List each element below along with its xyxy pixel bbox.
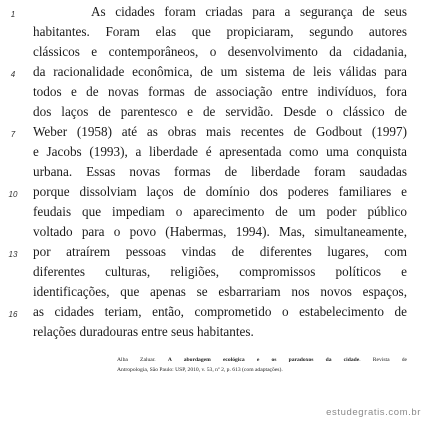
text-line: Weber (1958) até as obras mais recentes de Godbout (1997)	[33, 124, 407, 139]
reference-author: Alba Zaluar.	[117, 357, 156, 363]
line-number-13: 13	[8, 250, 18, 259]
reference-citation	[117, 355, 407, 365]
line-number-10: 10	[8, 190, 18, 199]
text-line: porque dissolviam laços de domínio dos poderes familiares e	[33, 184, 407, 199]
text-line: voltado para o povo (Habermas, 1994). Mas, simultaneamente,	[33, 224, 407, 239]
text-line: As cidades foram criadas para a segurança de seus	[91, 4, 407, 19]
line-number-1: 1	[10, 10, 16, 19]
text-line: clássicos e contemporâneos, o desenvolvimento da cidadania,	[33, 44, 407, 59]
text-line: dos laços de parentesco e de servidão. Desde o clássico de	[33, 104, 407, 119]
reference-title: A abordagem ecológica e os paradoxos da cidade	[167, 357, 360, 363]
text-line: e Jacobs (1993), a liberdade é apresentada como uma conquista	[33, 144, 407, 159]
reference-source: . Revista de	[359, 357, 407, 363]
text-line: relações duradouras entre seus habitantes.	[33, 324, 254, 339]
text-line: urbana. Essas novas formas de liberdade foram saudadas	[33, 164, 407, 179]
line-number-7: 7	[10, 130, 16, 139]
line-number-4: 4	[10, 70, 16, 79]
text-line: diferentes culturas, religiões, compromissos políticos e	[33, 264, 407, 279]
text-line: as cidades teriam, então, comprometido o estabelecimento de	[33, 304, 407, 319]
text-line: por atraírem pessoas vindas de diferentes lugares, com	[33, 244, 407, 259]
text-line: feudais que impediam o aparecimento de um poder público	[33, 204, 407, 219]
text-line: da racionalidade econômica, de um sistema de leis válidas para	[33, 64, 407, 79]
text-line: identificações, que apenas se esbarrariam nos novos espaços,	[33, 284, 407, 299]
text-line: habitantes. Foram elas que propiciaram, segundo autores	[33, 24, 407, 39]
reference-details: Antropologia, São Paulo: USP, 2010, v. 53, nº 2, p. 613 (com adaptações).	[117, 367, 283, 373]
text-line: todos e de novas formas de associação entre indivíduos, fora	[33, 84, 407, 99]
watermark: estudegratis.com.br	[326, 407, 421, 418]
line-number-16: 16	[8, 310, 18, 319]
